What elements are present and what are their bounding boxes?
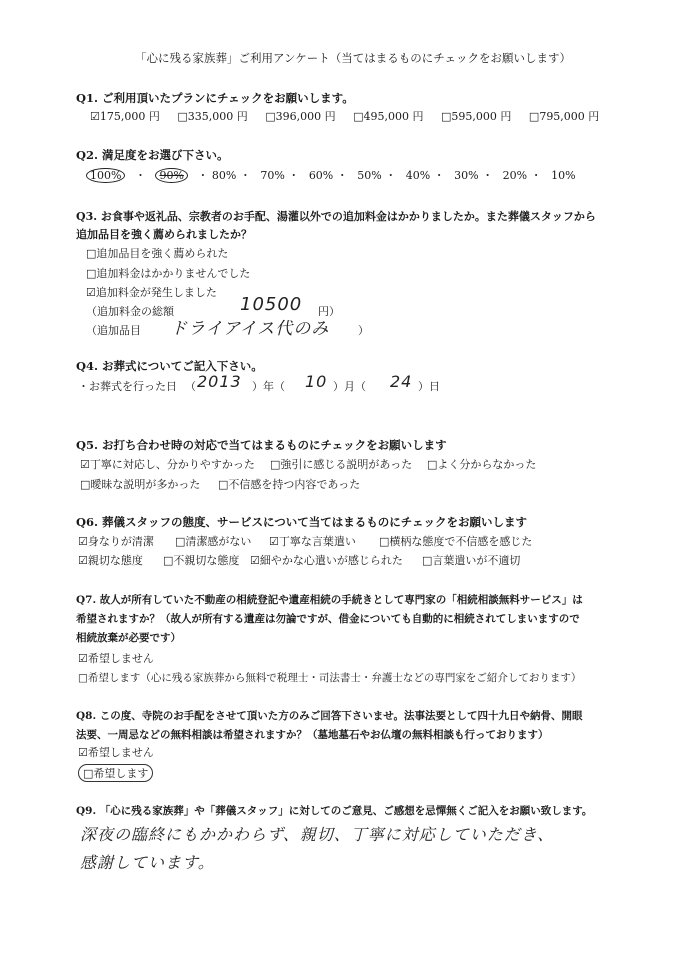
q4-month-value[interactable]: 10 <box>305 372 328 391</box>
satisfaction-70[interactable]: 70% ・ <box>260 169 300 182</box>
q3-question-line2: 追加品目を強く薦められましたか？ <box>76 228 252 241</box>
satisfaction-80[interactable]: ・ 80% ・ <box>197 169 251 182</box>
q7-question-line3: 相続放棄が必要です） <box>76 632 181 644</box>
satisfaction-50[interactable]: 50% ・ <box>357 169 397 182</box>
q4-date-label: ・お葬式を行った日 <box>78 380 177 393</box>
q3-option-no-fee[interactable]: □追加料金はかかりませんでした <box>86 267 251 280</box>
q4-year-value[interactable]: 2013 <box>197 372 242 391</box>
q4-day-unit: ）日 <box>418 380 440 393</box>
satisfaction-10[interactable]: 10% <box>551 169 576 182</box>
q6-option-unclean[interactable]: □清潔感がない <box>175 535 252 548</box>
q6-option-clean-appearance[interactable]: ☑身なりが清潔 <box>78 535 154 548</box>
plan-option-495000[interactable]: □495,000 円 <box>353 110 424 123</box>
satisfaction-20[interactable]: 20% ・ <box>502 169 542 182</box>
satisfaction-40[interactable]: 40% ・ <box>405 169 445 182</box>
q3-option-fee-incurred[interactable]: ☑追加料金が発生しました <box>86 286 217 299</box>
satisfaction-30[interactable]: 30% ・ <box>454 169 494 182</box>
q3-fee-unit: 円） <box>318 305 340 318</box>
satisfaction-60[interactable]: 60% ・ <box>308 169 348 182</box>
q8-question-line2: 法要、一周忌などの無料相談は希望されますか？（墓地墓石やお仏壇の無料相談も行っております） <box>76 729 549 741</box>
q2-question: Q2. 満足度をお選び下さい。 <box>76 148 229 162</box>
q4-year-open: （ <box>185 380 196 393</box>
q3-item-label: （追加品目 <box>86 324 141 337</box>
q5-option-unclear[interactable]: □よく分からなかった <box>427 458 537 471</box>
plan-option-595000[interactable]: □595,000 円 <box>441 110 512 123</box>
q7-question-line2: 希望されますか？（故人が所有する遺産は勿論ですが、借金についても自動的に相続されてしまいますので <box>76 613 580 625</box>
q7-option-no[interactable]: ☑希望しません <box>78 652 154 665</box>
q5-question: Q5. お打ち合わせ時の対応で当てはまるものにチェックをお願いします <box>76 438 447 452</box>
q5-option-distrust[interactable]: □不信感を持つ内容であった <box>218 478 361 491</box>
q4-year-unit: ）年（ <box>252 380 285 393</box>
q9-answer-line2[interactable]: 感謝しています。 <box>80 853 215 872</box>
q5-option-vague[interactable]: □曖昧な説明が多かった <box>80 478 201 491</box>
q3-fee-label: （追加料金の総額 <box>86 305 174 318</box>
q3-fee-value[interactable]: 10500 <box>240 294 303 315</box>
q7-option-yes[interactable]: □希望します（心に残る家族葬から無料で税理士・司法書士・弁護士などの専門家をご紹介しております） <box>78 672 582 684</box>
q6-option-unkind[interactable]: □不親切な態度 <box>163 554 240 567</box>
q6-option-arrogant[interactable]: □横柄な態度で不信感を感じた <box>379 535 533 548</box>
q6-question: Q6. 葬儀スタッフの態度、サービスについて当てはまるものにチェックをお願いします <box>76 515 527 529</box>
plan-option-335000[interactable]: □335,000 円 <box>177 110 248 123</box>
q4-day-value[interactable]: 24 <box>390 372 413 391</box>
q8-option-no[interactable]: ☑希望しません <box>78 746 154 759</box>
q5-option-pushy[interactable]: □強引に感じる説明があった <box>270 458 413 471</box>
q6-option-bad-language[interactable]: □言葉遣いが不適切 <box>422 554 521 567</box>
q3-item-close: ） <box>358 324 369 337</box>
q6-option-considerate[interactable]: ☑細やかな心遣いが感じられた <box>250 554 403 567</box>
plan-option-795000[interactable]: □795,000 円 <box>528 110 600 123</box>
q6-option-kind[interactable]: ☑親切な態度 <box>78 554 143 567</box>
q5-option-polite[interactable]: ☑丁寧に対応し、分かりやすかった <box>80 458 255 471</box>
q4-month-unit: ）月（ <box>333 380 366 393</box>
q8-option-yes[interactable]: □希望します <box>78 764 153 782</box>
survey-title: 「心に残る家族葬」ご利用アンケート（当てはまるものにチェックをお願いします） <box>135 51 571 65</box>
plan-option-396000[interactable]: □396,000 円 <box>265 110 336 123</box>
plan-option-175000[interactable]: ☑175,000 円 <box>90 110 160 123</box>
q9-question: Q9. 「心に残る家族葬」や「葬儀スタッフ」に対してのご意見、ご感想を忌憚無くご記入をお願い致します。 <box>76 805 593 817</box>
satisfaction-100[interactable]: 100% <box>86 168 125 183</box>
q8-question-line1: Q8. この度、寺院のお手配をさせて頂いた方のみご回答下さいませ。法事法要として四十九日や納骨、開眼 <box>76 710 583 722</box>
q3-question-line1: Q3. お食事や返礼品、宗教者のお手配、湯灌以外での追加料金はかかりましたか。また葬儀スタッフから <box>76 210 596 223</box>
q3-option-pushed[interactable]: □追加品目を強く薦められた <box>86 247 229 260</box>
q2-satisfaction-scale <box>86 167 582 183</box>
q3-item-value[interactable]: ドライアイス代のみ <box>170 319 330 339</box>
q1-plan-options <box>90 108 613 124</box>
separator: ・ <box>134 169 146 182</box>
q7-question-line1: Q7. 故人が所有していた不動産の相続登記や遺産相続の手続きとして専門家の「相続相談無料サービス」は <box>76 594 583 606</box>
q4-question: Q4. お葬式についてご記入下さい。 <box>76 359 263 373</box>
q9-answer-line1[interactable]: 深夜の臨終にもかかわらず、親切、丁寧に対応していただき、 <box>80 825 555 844</box>
q1-question: Q1. ご利用頂いたプランにチェックをお願いします。 <box>76 91 354 105</box>
q6-option-polite-speech[interactable]: ☑丁寧な言葉遣い <box>269 535 356 548</box>
satisfaction-90[interactable]: 90% <box>155 168 187 183</box>
